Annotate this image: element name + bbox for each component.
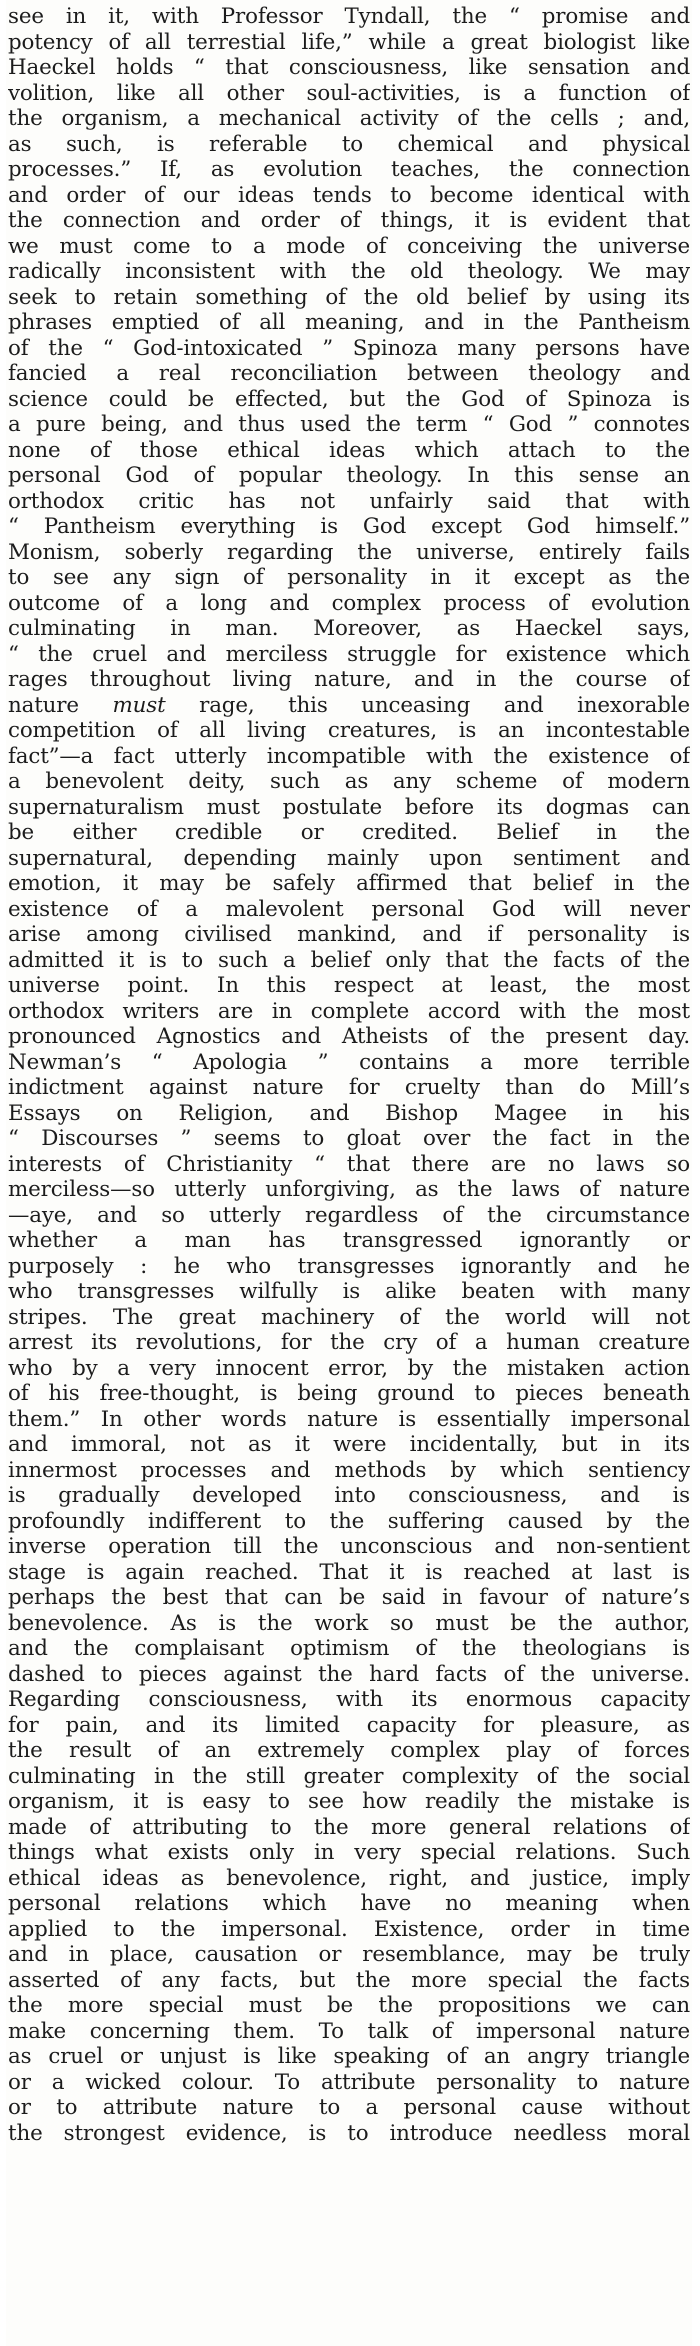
text-line: seek to retain something of the old belief by using its [8,284,690,310]
text-line: personal God of popular theology. In this sense an [8,463,690,488]
text-line: benevolence. As is the work so must be the author, [8,1610,690,1636]
text-line: made of attributing to the more general relations of [8,1814,690,1840]
text-line: of the “ God-intoxicated ” Spinoza many persons have [8,335,690,361]
text-line: orthodox critic has not unfairly said that with [8,488,690,514]
text-line: —aye, and so utterly regardless of the circumstance [8,1202,690,1228]
text-line: volition, like all other soul-activities, is a function of [8,80,690,106]
text-line: we must come to a mode of conceiving the universe [8,233,690,259]
text-line: existence of a malevolent personal God will never [8,896,690,922]
text-line: supernaturalism must postulate before its dogmas can [8,794,690,820]
text-line: as cruel or unjust is like speaking of an angry triangle [8,2044,690,2069]
text-line: as such, is referable to chemical and physical [8,131,690,157]
text-line: indictment against nature for cruelty than do Mill’s [8,1075,690,1100]
text-line: dashed to pieces against the hard facts of the universe. [8,1661,690,1687]
text-line: universe point. In this respect at least, the most [8,973,690,998]
text-line: merciless—so utterly unforgiving, as the laws of nature [8,1177,690,1202]
text-line: stripes. The great machinery of the world will not [8,1304,690,1330]
text-line: stage is again reached. That it is reached at last is [8,1559,690,1585]
text-line: potency of all terrestial life,” while a great biologist like [8,29,690,55]
text-line: and the complaisant optimism of the theologians is [8,1636,690,1661]
text-line: arrest its revolutions, for the cry of a human creature [8,1330,690,1355]
text-line: the strongest evidence, is to introduce needless moral [8,2120,690,2146]
text-line: rages throughout living nature, and in the course of [8,667,690,692]
text-line: the connection and order of things, it is evident that [8,208,690,233]
text-line: perhaps the best that can be said in favour of nature’s [8,1585,690,1610]
text-line: asserted of any facts, but the more special the facts [8,1967,690,1993]
text-line: radically inconsistent with the old theology. We may [8,259,690,284]
text-line: profoundly indifferent to the suffering caused by the [8,1508,690,1534]
text-line: a benevolent deity, such as any scheme of modern [8,769,690,794]
text-line: a pure being, and thus used the term “ God ” connotes [8,412,690,437]
text-line: Regarding consciousness, with its enormous capacity [8,1687,690,1712]
text-line: orthodox writers are in complete accord with the most [8,998,690,1024]
text-line: the organism, a mechanical activity of the cells ; and, [8,106,690,131]
text-line: culminating in man. Moreover, as Haeckel says, [8,616,690,641]
text-line: phrases emptied of all meaning, and in the Pantheism [8,310,690,335]
text-line: purposely : he who transgresses ignorantly and he [8,1253,690,1279]
text-line: make concerning them. To talk of impersonal nature [8,2018,690,2044]
text-line: pronounced Agnostics and Atheists of the present day. [8,1024,690,1049]
text-line: admitted it is to such a belief only that the facts of the [8,947,690,973]
text-line: emotion, it may be safely affirmed that belief in the [8,871,690,896]
text-line: innermost processes and methods by which sentiency [8,1457,690,1483]
text-line: science could be effected, but the God of Spinoza is [8,386,690,412]
text-line: ethical ideas as benevolence, right, and justice, imply [8,1865,690,1891]
text-line: see in it, with Professor Tyndall, the “ promise and [8,4,690,29]
text-line: outcome of a long and complex process of evolution [8,590,690,616]
text-line: be either credible or credited. Belief in the [8,820,690,845]
text-line: of his free-thought, is being ground to pieces beneath [8,1381,690,1406]
text-line: or a wicked colour. To attribute personality to nature [8,2069,690,2095]
text-line: “ Discourses ” seems to gloat over the fact in the [8,1126,690,1151]
text-line: competition of all living creatures, is an incontestable [8,718,690,743]
text-line: fancied a real reconciliation between theology and [8,361,690,386]
text-line: for pain, and its limited capacity for pleasure, as [8,1712,690,1738]
text-line: the more special must be the propositions we can [8,1993,690,2018]
text-line: Monism, soberly regarding the universe, entirely fails [8,539,690,565]
text-line: none of those ethical ideas which attach to the [8,437,690,463]
text-line: interests of Christianity “ that there are no laws so [8,1151,690,1177]
text-line: “ Pantheism everything is God except God himself.” [8,514,690,539]
text-line: the result of an extremely complex play of forces [8,1738,690,1763]
text-line: and immoral, not as it were incidentally, but in its [8,1432,690,1457]
text-line: Haeckel holds “ that consciousness, like sensation and [8,55,690,80]
text-line: is gradually developed into consciousness, and is [8,1483,690,1508]
text-line: Newman’s “ Apologia ” contains a more terrible [8,1049,690,1075]
text-line: arise among civilised mankind, and if personality is [8,922,690,947]
text-line: supernatural, depending mainly upon sentiment and [8,845,690,871]
article-column [6,0,692,2146]
text-line: or to attribute nature to a personal cause without [8,2095,690,2120]
text-line: to see any sign of personality in it except as the [8,565,690,590]
text-line: inverse operation till the unconscious and non-sentient [8,1534,690,1559]
text-line: and order of our ideas tends to become identical with [8,182,690,208]
italic-word: must [112,692,166,718]
text-line: “ the cruel and merciless struggle for existence which [8,641,690,667]
text-line: them.” In other words nature is essentially impersonal [8,1406,690,1432]
text-line: who transgresses wilfully is alike beaten with many [8,1279,690,1304]
newspaper-page [6,0,692,2346]
text-line: applied to the impersonal. Existence, order in time [8,1916,690,1942]
text-line: and in place, causation or resemblance, may be truly [8,1942,690,1967]
text-line: organism, it is easy to see how readily the mistake is [8,1789,690,1814]
text-line: Essays on Religion, and Bishop Magee in his [8,1100,690,1126]
text-line: culminating in the still greater complexity of the social [8,1763,690,1789]
text-line: processes.” If, as evolution teaches, the connection [8,157,690,182]
text-line: fact”—a fact utterly incompatible with the existence of [8,743,690,769]
text-line: things what exists only in very special relations. Such [8,1840,690,1865]
text-line: whether a man has transgressed ignorantly or [8,1228,690,1253]
text-line: nature must rage, this unceasing and inexorable [8,692,690,718]
text-line: personal relations which have no meaning when [8,1891,690,1916]
text-line: who by a very innocent error, by the mistaken action [8,1355,690,1381]
